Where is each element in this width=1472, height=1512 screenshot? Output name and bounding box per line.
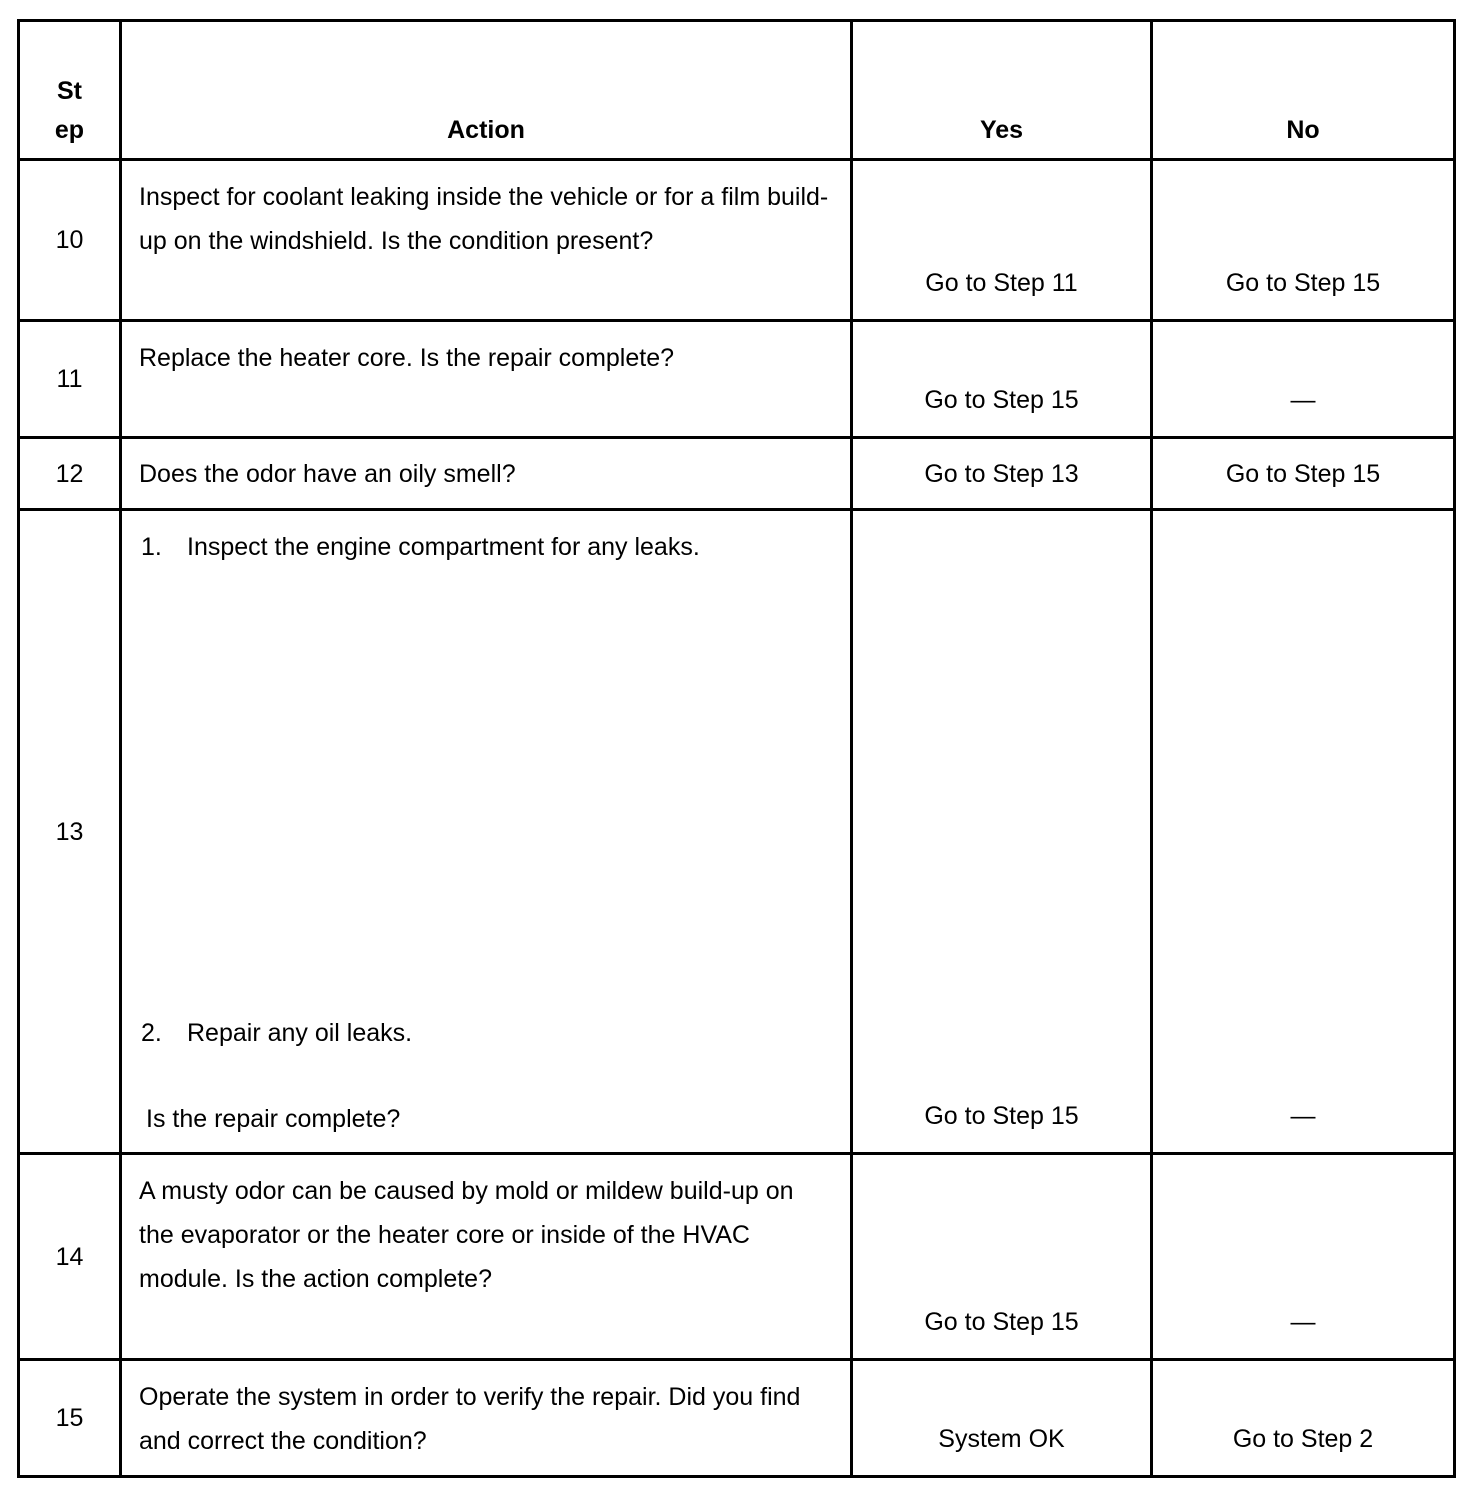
yes-result bbox=[852, 321, 1152, 438]
spacer bbox=[139, 1055, 830, 1097]
list-number: 1. bbox=[141, 533, 162, 561]
action-paragraph: Replace the heater core. Is the repair complete? bbox=[139, 344, 675, 372]
list-text: Repair any oil leaks. bbox=[187, 1019, 413, 1047]
action-steps-list bbox=[139, 525, 830, 1097]
yes-result bbox=[852, 160, 1152, 321]
step-number: 12 bbox=[19, 438, 121, 510]
spacer bbox=[139, 569, 830, 1011]
header-no: No bbox=[1152, 21, 1455, 160]
yes-result bbox=[852, 1360, 1152, 1477]
no-result bbox=[1152, 510, 1455, 1154]
yes-result bbox=[852, 1154, 1152, 1360]
table-row bbox=[19, 321, 1455, 438]
yes-label: Go to Step 11 bbox=[925, 269, 1078, 297]
no-result bbox=[1152, 321, 1455, 438]
action-text bbox=[121, 321, 852, 438]
list-item bbox=[139, 525, 830, 569]
action-paragraph: Does the odor have an oily smell? bbox=[139, 459, 516, 488]
action-text bbox=[121, 510, 852, 1154]
yes-result bbox=[852, 510, 1152, 1154]
action-paragraph: Operate the system in order to verify the repair. Did you find and correct the condition? bbox=[139, 1383, 801, 1455]
table-header-row bbox=[19, 21, 1455, 160]
yes-label: Go to Step 15 bbox=[924, 386, 1079, 414]
table-row bbox=[19, 510, 1455, 1154]
header-yes: Yes bbox=[852, 21, 1152, 160]
no-result bbox=[1152, 1154, 1455, 1360]
table-row bbox=[19, 1154, 1455, 1360]
table-row bbox=[19, 160, 1455, 321]
no-result bbox=[1152, 438, 1455, 510]
action-text bbox=[121, 1154, 852, 1360]
action-text bbox=[121, 438, 852, 510]
list-item bbox=[139, 1011, 830, 1055]
no-result bbox=[1152, 160, 1455, 321]
no-label: — bbox=[1290, 1102, 1316, 1130]
step-number: 14 bbox=[19, 1154, 121, 1360]
step-number: 13 bbox=[19, 510, 121, 1154]
no-label: — bbox=[1290, 386, 1316, 414]
no-label: Go to Step 15 bbox=[1225, 269, 1381, 297]
no-label: — bbox=[1290, 1308, 1316, 1336]
diagnostic-table bbox=[17, 19, 1456, 1478]
list-text: Inspect the engine compartment for any leaks. bbox=[187, 533, 700, 561]
no-result bbox=[1152, 1360, 1455, 1477]
no-label: Go to Step 2 bbox=[1232, 1425, 1374, 1453]
action-text bbox=[121, 160, 852, 321]
action-paragraph: A musty odor can be caused by mold or mildew build-up on the evaporator or the heater core or inside of the HVAC module. Is the action complete? bbox=[139, 1177, 794, 1293]
step-number: 15 bbox=[19, 1360, 121, 1477]
no-label: Go to Step 15 bbox=[1225, 459, 1381, 488]
yes-label: Go to Step 13 bbox=[924, 459, 1079, 488]
yes-label: System OK bbox=[938, 1425, 1065, 1453]
list-number: 2. bbox=[141, 1019, 162, 1047]
header-step: St ep bbox=[19, 21, 121, 160]
yes-label: Go to Step 15 bbox=[924, 1308, 1079, 1336]
yes-result bbox=[852, 438, 1152, 510]
action-text bbox=[121, 1360, 852, 1477]
step-number: 10 bbox=[19, 160, 121, 321]
yes-label: Go to Step 15 bbox=[924, 1102, 1079, 1130]
action-paragraph: Inspect for coolant leaking inside the vehicle or for a film build-up on the windshield. Is the condition present? bbox=[139, 183, 829, 255]
table-row bbox=[19, 438, 1455, 510]
action-question: Is the repair complete? bbox=[146, 1105, 401, 1133]
table-row bbox=[19, 1360, 1455, 1477]
step-number: 11 bbox=[19, 321, 121, 438]
header-action: Action bbox=[121, 21, 852, 160]
